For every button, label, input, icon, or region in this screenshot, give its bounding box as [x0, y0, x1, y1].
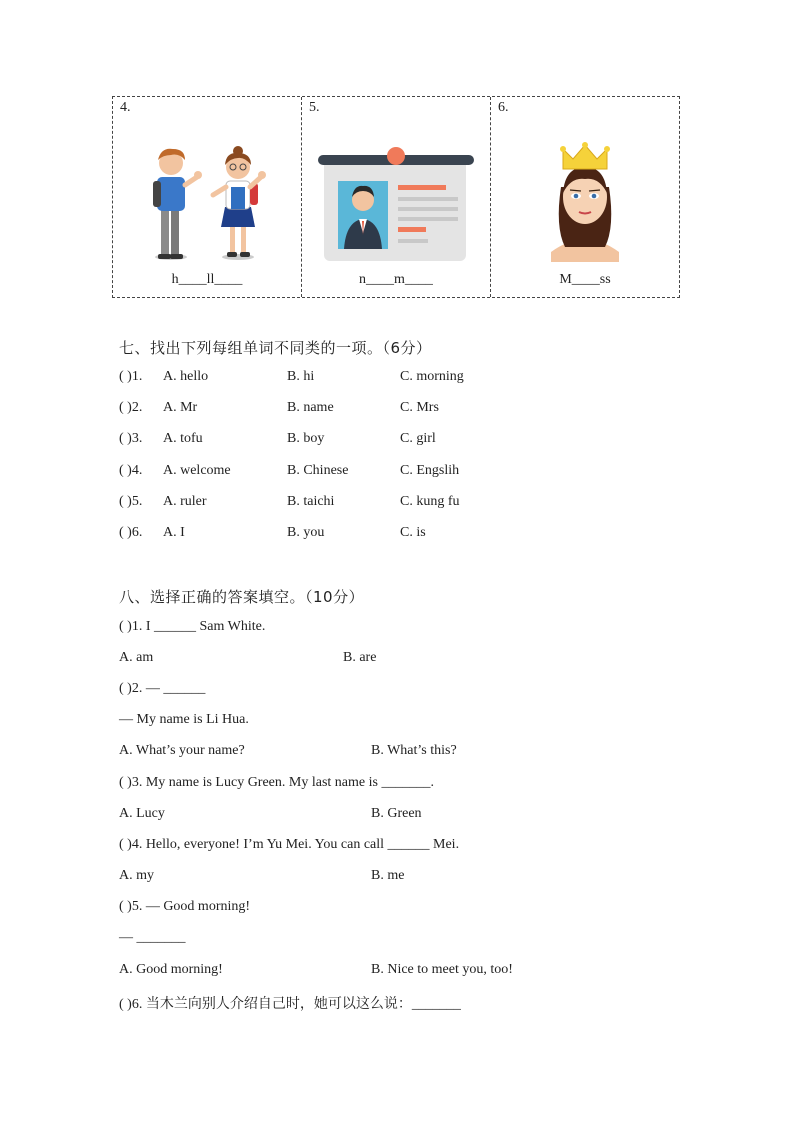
question-number: ( )5. — [119, 494, 143, 509]
option-b: B. taichi — [287, 494, 335, 509]
question-number: ( )3. — [119, 431, 143, 446]
option-a: A. Good morning! — [119, 962, 223, 977]
option-a: A. Lucy — [119, 806, 165, 821]
option-b: B. name — [287, 400, 334, 415]
question-number: ( )4. — [119, 463, 143, 478]
picture-table — [112, 96, 680, 298]
option-a: A. hello — [163, 369, 209, 384]
picture-cell-4 — [113, 97, 301, 297]
option-c: C. Engslih — [400, 463, 460, 478]
word-blank: n____m____ — [359, 272, 433, 287]
option-c: C. kung fu — [400, 494, 460, 509]
option-a: A. Mr — [163, 400, 198, 415]
picture-cell-6 — [490, 97, 679, 297]
question-line: ( )2. — ______ — [119, 681, 206, 696]
section-8-title: 八、选择正确的答案填空。（10分） — [119, 588, 365, 606]
option-b: B. Nice to meet you, too! — [371, 962, 513, 977]
option-a: A. my — [119, 868, 154, 883]
word-blank: h____ll____ — [171, 272, 243, 287]
option-b: B. What’s this? — [371, 743, 457, 758]
option-b: B. you — [287, 525, 325, 540]
option-b: B. boy — [287, 431, 325, 446]
answer-line: — _______ — [119, 930, 186, 945]
cell-number: 5. — [309, 100, 320, 115]
name-card-icon — [302, 97, 491, 297]
cell-number: 4. — [120, 100, 131, 115]
option-a: A. ruler — [163, 494, 207, 509]
question-line: ( )4. Hello, everyone! I’m Yu Mei. You can call ______ Mei. — [119, 837, 460, 852]
answer-line: — My name is Li Hua. — [119, 712, 249, 727]
option-a: A. I — [163, 525, 185, 540]
section-7-title: 七、找出下列每组单词不同类的一项。（6分） — [119, 339, 432, 357]
option-b: B. Green — [371, 806, 422, 821]
option-c: C. morning — [400, 369, 464, 384]
option-b: B. hi — [287, 369, 315, 384]
option-a: A. am — [119, 650, 154, 665]
picture-cell-5 — [301, 97, 490, 297]
question-line: ( )1. I ______ Sam White. — [119, 619, 266, 634]
question-number: ( )1. — [119, 369, 143, 384]
cell-number: 6. — [498, 100, 509, 115]
question-number: ( )2. — [119, 400, 143, 415]
option-b: B. me — [371, 868, 405, 883]
option-b: B. are — [343, 650, 377, 665]
option-a: A. tofu — [163, 431, 203, 446]
princess-with-crown-icon — [491, 97, 680, 297]
question-line: ( )5. — Good morning! — [119, 899, 251, 914]
option-c: C. is — [400, 525, 426, 540]
option-a: A. What’s your name? — [119, 743, 245, 758]
question-line: ( )3. My name is Lucy Green. My last name is _______. — [119, 775, 434, 790]
option-c: C. girl — [400, 431, 436, 446]
word-blank: M____ss — [559, 272, 611, 287]
question-line: ( )6. 当木兰向别人介绍自己时，她可以这么说：_______ — [119, 997, 461, 1012]
option-a: A. welcome — [163, 463, 231, 478]
kids-waving-hello-icon — [113, 97, 302, 297]
option-c: C. Mrs — [400, 400, 439, 415]
question-number: ( )6. — [119, 525, 143, 540]
option-b: B. Chinese — [287, 463, 349, 478]
